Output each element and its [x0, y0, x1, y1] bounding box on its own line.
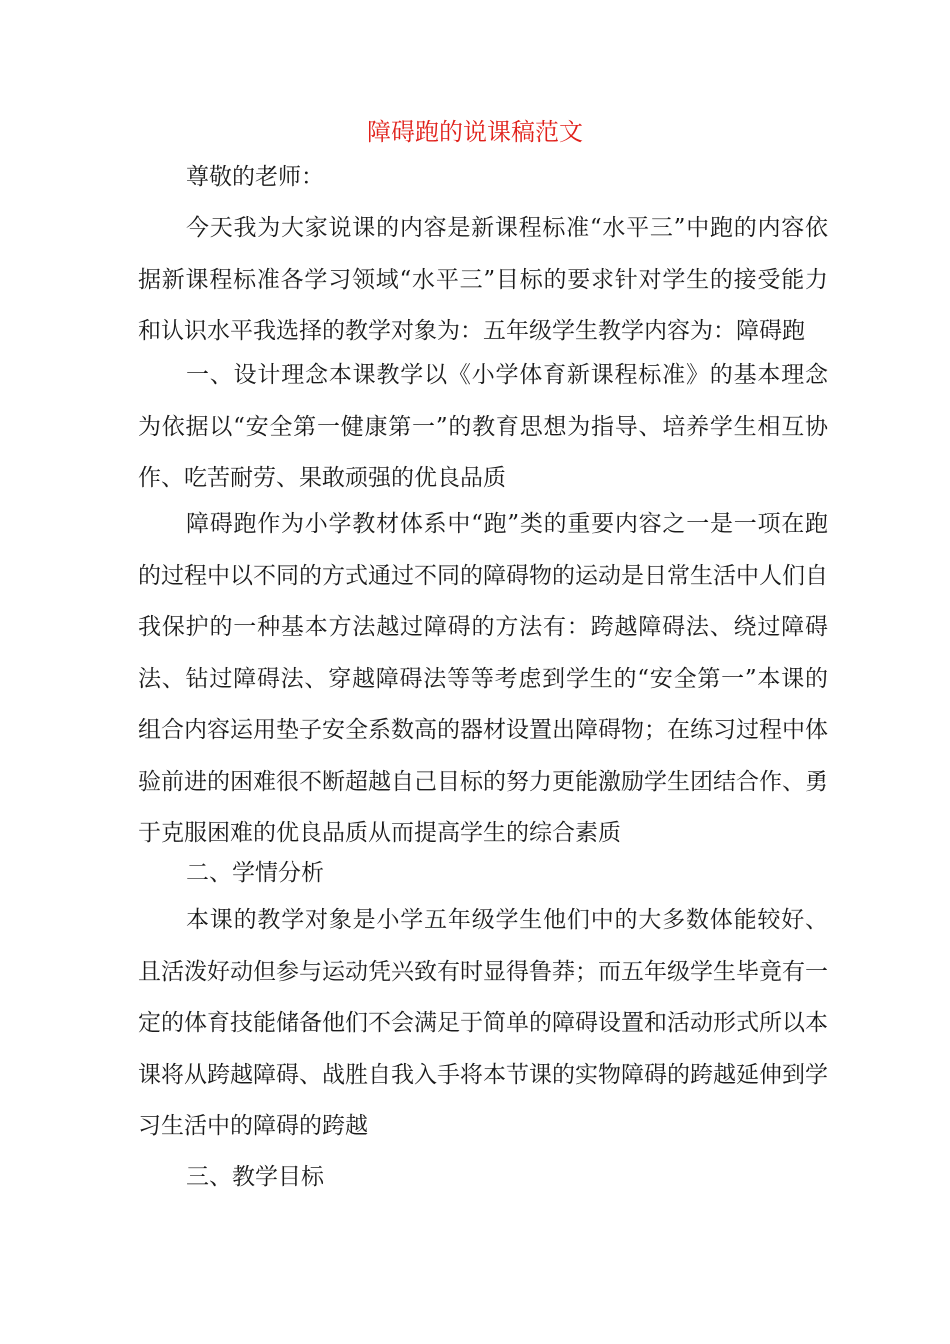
learning-analysis-paragraph: 本课的教学对象是小学五年级学生他们中的大多数体能较好、且活泼好动但参与运动凭兴致有时显得鲁莽；而五年级学生毕竟有一定的体育技能储备他们不会满足于简单的障碍设置和活动形式所以本课将从跨越障碍、战胜自我入手将本节课的实物障碍的跨越延伸到学习生活中的障碍的跨越 [138, 907, 828, 1139]
salutation: 尊敬的老师： [186, 164, 324, 190]
intro-paragraph: 今天我为大家说课的内容是新课程标准“水平三”中跑的内容依据新课程标准各学习领域“水平三”目标的要求针对学生的接受能力和认识水平我选择的教学对象为：五年级学生教学内容为：障碍跑 [138, 215, 828, 344]
obstacle-run-paragraph: 障碍跑作为小学教材体系中“跑”类的重要内容之一是一项在跑的过程中以不同的方式通过不同的障碍物的运动是日常生活中人们自我保护的一种基本方法越过障碍的方法有：跨越障碍法、绕过障碍法、钻过障碍法、穿越障碍法等等考虑到学生的“安全第一”本课的组合内容运用垫子安全系数高的器材设置出障碍物；在练习过程中体验前进的困难很不断超越自己目标的努力更能激励学生团结合作、勇于克服困难的优良品质从而提高学生的综合素质 [138, 511, 828, 846]
section-heading-learning-analysis: 二、学情分析 [186, 860, 324, 886]
design-concept-paragraph: 一、设计理念本课教学以《小学体育新课程标准》的基本理念为依据以“安全第一健康第一”的教育思想为指导、培养学生相互协作、吃苦耐劳、果敢顽强的优良品质 [138, 362, 828, 491]
section-heading-teaching-goals: 三、教学目标 [186, 1164, 324, 1190]
document-title: 障碍跑的说课稿范文 [367, 118, 583, 146]
